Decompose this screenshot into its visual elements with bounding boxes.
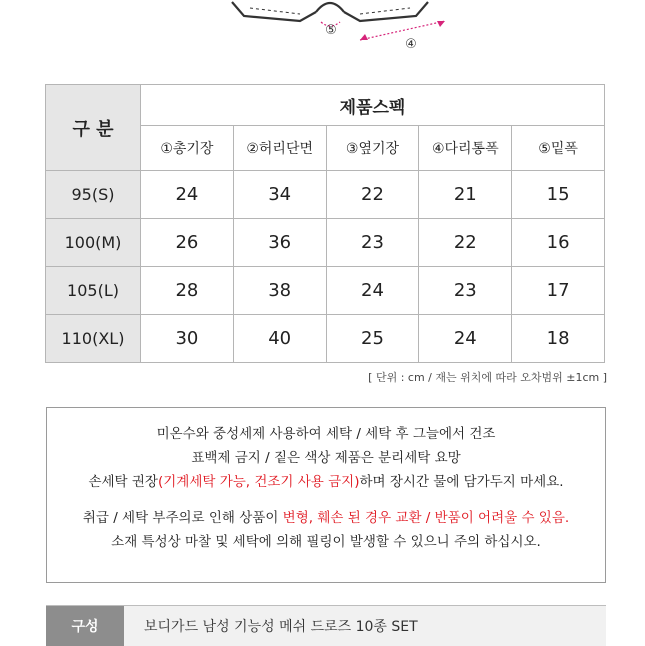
table-cell: 22 [326, 171, 419, 219]
column-header: ④다리통폭 [419, 126, 512, 171]
spec-title: 제품스펙 [141, 85, 605, 126]
size-label: 100(M) [46, 219, 141, 267]
table-cell: 16 [512, 219, 605, 267]
table-row [46, 315, 605, 363]
care-text: 하며 장시간 물에 담가두지 마세요. [359, 474, 564, 490]
table-cell: 21 [419, 171, 512, 219]
size-spec-table [45, 84, 605, 363]
table-row [46, 171, 605, 219]
care-warning: (기계세탁 가능, 건조기 사용 금지) [157, 474, 360, 490]
table-cell: 24 [141, 171, 234, 219]
care-line [47, 470, 605, 494]
table-cell: 25 [326, 315, 419, 363]
table-cell: 34 [233, 171, 326, 219]
diagram-label-5: ⑤ [325, 23, 337, 38]
care-instructions [46, 407, 606, 583]
table-row [46, 267, 605, 315]
size-label: 110(XL) [46, 315, 141, 363]
garment-diagram [0, 0, 645, 60]
care-line: 미온수와 중성세제 사용하여 세탁 / 세탁 후 그늘에서 건조 [156, 426, 496, 442]
size-label: 105(L) [46, 267, 141, 315]
table-cell: 30 [141, 315, 234, 363]
row-header: 구 분 [46, 85, 141, 171]
care-line: 소재 특성상 마찰 및 세탁에 의해 필링이 발생할 수 있으니 주의 하십시오. [111, 534, 541, 550]
table-cell: 24 [326, 267, 419, 315]
table-cell: 38 [233, 267, 326, 315]
column-header: ①총기장 [141, 126, 234, 171]
table-cell: 23 [419, 267, 512, 315]
table-cell: 22 [419, 219, 512, 267]
diagram-label-4: ④ [405, 37, 417, 52]
composition-row [46, 605, 606, 646]
table-cell: 23 [326, 219, 419, 267]
care-warning: 변형, 훼손 된 경우 교환 / 반품이 어려울 수 있음. [282, 510, 570, 526]
table-cell: 40 [233, 315, 326, 363]
care-text: 손세탁 권장 [88, 474, 158, 490]
care-text: 취급 / 세탁 부주의로 인해 상품이 [82, 510, 283, 526]
table-cell: 17 [512, 267, 605, 315]
care-line: 표백제 금지 / 짙은 색상 제품은 분리세탁 요망 [191, 450, 461, 466]
table-cell: 15 [512, 171, 605, 219]
column-header: ⑤밑폭 [512, 126, 605, 171]
table-cell: 28 [141, 267, 234, 315]
column-header: ③옆기장 [326, 126, 419, 171]
table-cell: 36 [233, 219, 326, 267]
care-line [47, 506, 605, 530]
table-cell: 18 [512, 315, 605, 363]
column-header: ②허리단면 [233, 126, 326, 171]
table-row [46, 219, 605, 267]
measurement-note: [ 단위 : cm / 재는 위치에 따라 오차범위 ±1cm ] [368, 371, 607, 384]
composition-value: 보디가드 남성 기능성 메쉬 드로즈 10종 SET [124, 606, 606, 646]
composition-label: 구성 [46, 606, 124, 646]
table-cell: 24 [419, 315, 512, 363]
table-cell: 26 [141, 219, 234, 267]
size-label: 95(S) [46, 171, 141, 219]
